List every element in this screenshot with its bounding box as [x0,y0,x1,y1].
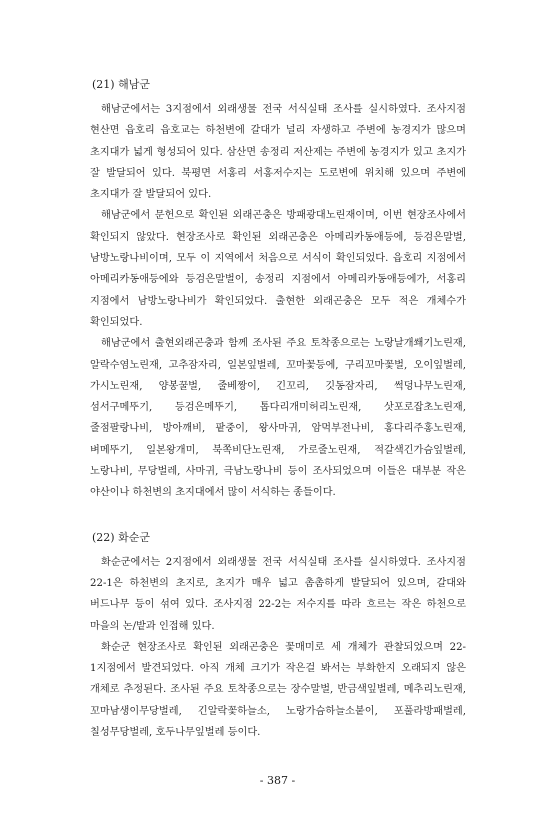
paragraph-haenam-alien-insects: 해남군에서 문헌으로 확인된 외래곤충은 방패광대노린재이며, 이번 현장조사에서 확인되지 않았다. 현장조사로 확인된 외래곤충은 아메리카동애등에, 등검은말벌, 남방노랑나비이며, 모두 이 지역에서 처음으로 서식이 확인되었다. 읍호리 지점에서 아메리카동애등에와 등검은말벌이, 송정리 지점에서 아메리카동애등에가, 서홍리 지점에서 남방노랑나비가 확인되었다. 출현한 외래곤충은 모두 적은 개체수가 확인되었다. [90,210,466,328]
paragraph-hwasun-survey-sites: 화순군에서는 2지점에서 외래생물 전국 서식실태 조사를 실시하였다. 조사지점 22-1은 하천변의 초지로, 초지가 매우 넓고 촘촘하게 발달되어 있으며, 갈대와 버드나무 등이 섞여 있다. 조사지점 22-2는 저수지를 따라 흐르는 작은 하천으로 마을의 논/밭과 인접해 있다. [90,556,466,632]
page-number: - 387 - [259,774,296,787]
section-haenam [90,73,466,504]
paragraph-haenam-native-species: 해남군에서 출현외래곤충과 함께 조사된 주요 토착종으로는 노랑날개쐐기노린재, 알락수염노린재, 고추잠자리, 일본잎벌레, 꼬마꽃등에, 구리꼬마꽃벌, 오이잎벌레, 가시노린재, 양봉꿀벌, 줄베짱이, 긴꼬리, 깃동잠자리, 썩덩나무노린재, 섬서구메뚜기, 등검은메뚜기, 톱다리개미허리노린재, 삿포로잡초노린재, 줄점팔랑나비, 방아깨비, 팥중이, 왕사마귀, 암먹부전나비, 홍다리주홍노린재, 벼메뚜기, 일본왕개미, 북쪽비단노린재, 가로줄노린재, 적갈색긴가슴잎벌레, 노랑나비, 무당벌레, 사마귀, 극남노랑나비 등이 조사되었으며 이들은 대부분 작은 야산이나 하천변의 초지대에서 많이 서식하는 종들이다. [90,338,466,499]
section-title-haenam: (21) 해남군 [92,78,150,91]
section-spacer [90,504,466,526]
page-content [90,73,466,743]
section-hwasun [90,526,466,744]
section-title-hwasun: (22) 화순군 [92,530,150,544]
paragraph-haenam-survey-sites: 해남군에서는 3지점에서 외래생물 전국 서식실태 조사를 실시하였다. 조사지점 현산면 읍호리 읍호교는 하천변에 갈대가 널리 자생하고 주변에 농경지가 많으며 초지대가 넓게 형성되어 있다. 삼산면 송정리 저산제는 주변에 농경지가 있고 초지가 잘 발달되어 있다. 북평면 서홍리 서홍저수지는 도로변에 위치해 있으며 주변에 초지대가 잘 발달되어 있다. [90,104,466,201]
paragraph-hwasun-alien-insects: 화순군 현장조사로 확인된 외래곤충은 꽃매미로 세 개체가 관찰되었으며 22-1지점에서 발견되었다. 아직 개체 크기가 작은걸 봐서는 부화한지 오래되지 않은 개체로 추정된다. 조사된 주요 토착종으로는 장수말벌, 반금색잎벌레, 메추리노린재, 꼬마남생이무당벌레, 긴알락꽃하늘소, 노랑가슴하늘소붙이, 포풀라방패벌레, 칠성무당벌레, 호두나무잎벌레 등이다. [90,641,466,739]
